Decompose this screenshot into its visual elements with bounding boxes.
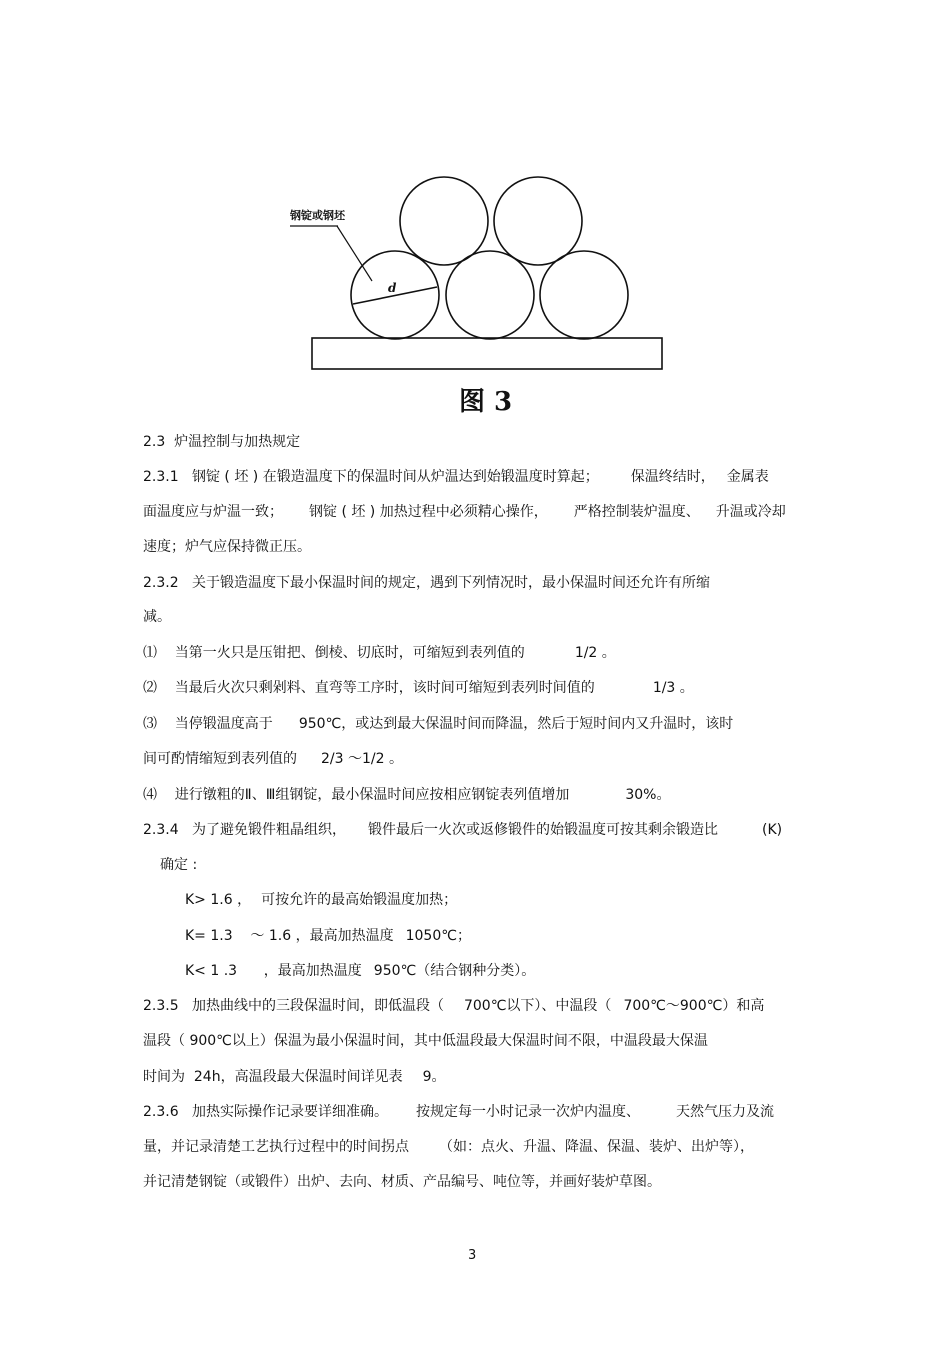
paragraph-2-3-4-line-2: 确定 : bbox=[160, 857, 198, 873]
ingot-circle-bottom-middle bbox=[446, 251, 534, 339]
ingot-circle-bottom-right bbox=[540, 251, 628, 339]
text-span: 金属表 bbox=[726, 469, 769, 485]
text-span: ⑴ 当第一火只是压钳把、倒棱、切底时，可缩短到表列值的 bbox=[143, 645, 525, 661]
text-span: 2.3.5 加热曲线中的三段保温时间，即低温段（ bbox=[143, 998, 444, 1014]
text-span: 950℃（结合钢种分类）。 bbox=[373, 963, 536, 979]
text-span: 天然气压力及流 bbox=[675, 1104, 774, 1120]
text-span: ⑵ 当最后火次只剩剁料、直弯等工序时，该时间可缩短到表列时间值的 bbox=[143, 680, 595, 696]
text-span: ⑷ 进行镦粗的Ⅱ、Ⅲ组钢锭，最小保温时间应按相应钢锭表列值增加 bbox=[143, 787, 570, 803]
text-span: K= 1.3 ～ 1.6 ，最高加热温度 bbox=[185, 928, 394, 944]
list-item-1 bbox=[143, 643, 616, 663]
base-platform bbox=[312, 338, 662, 369]
paragraph-2-3-1-line-3: 速度；炉气应保持微正压。 bbox=[143, 539, 311, 555]
text-span: 保温终结时， bbox=[630, 469, 715, 485]
text-span: ⑶ 当停锻温度高于 bbox=[143, 716, 273, 732]
paragraph-2-3-6-line-3: 并记清楚钢锭（或锻件）出炉、去向、材质、产品编号、吨位等，并画好装炉草图。 bbox=[143, 1174, 661, 1190]
ingot-circle-top-right bbox=[494, 177, 582, 265]
diameter-label: d bbox=[388, 281, 397, 295]
paragraph-2-3-5-line-1 bbox=[143, 996, 764, 1016]
paragraph-2-3-1-line-2 bbox=[143, 502, 786, 522]
text-span: 2/3 ～1/2 。 bbox=[321, 751, 403, 767]
list-item-3-line-1 bbox=[143, 714, 733, 734]
paragraph-2-3-1-line-1 bbox=[143, 467, 769, 487]
paragraph-2-3-6-line-2 bbox=[143, 1137, 754, 1157]
paragraph-2-3-2-line-1: 2.3.2 关于锻造温度下最小保温时间的规定，遇到下列情况时，最小保温时间还允许有所缩 bbox=[143, 575, 710, 591]
text-span: K> 1.6 ， bbox=[185, 892, 252, 908]
text-span: 700℃以下）、中温段（ bbox=[463, 998, 612, 1014]
text-span: 1/3 。 bbox=[652, 680, 694, 696]
callout-label: 钢锭或钢坯 bbox=[290, 209, 345, 222]
k-condition-1 bbox=[185, 890, 457, 910]
text-span: 2.3.6 加热实际操作记录要详细准确。 bbox=[143, 1104, 388, 1120]
text-span: 时间为 24h，高温段最大保温时间详见表 bbox=[143, 1069, 403, 1085]
text-span: 量，并记录清楚工艺执行过程中的时间拐点 bbox=[143, 1139, 409, 1155]
text-span: (K) bbox=[761, 822, 783, 838]
page-number: 3 bbox=[468, 1248, 477, 1263]
paragraph-2-3-4-line-1 bbox=[143, 820, 782, 840]
text-span: 950℃，或达到最大保温时间而降温，然后于短时间内又升温时，该时 bbox=[298, 716, 734, 732]
text-span: 1050℃； bbox=[405, 928, 471, 944]
figure-caption: 图 3 bbox=[459, 387, 513, 417]
text-span: 面温度应与炉温一致； bbox=[143, 504, 283, 520]
paragraph-2-3-5-line-2: 温段（ 900℃以上）保温为最小保温时间，其中低温段最大保温时间不限，中温段最大保温 bbox=[143, 1033, 708, 1049]
text-span: 升温或冷却 bbox=[715, 504, 786, 520]
k-condition-3 bbox=[185, 961, 535, 981]
text-span: 9。 bbox=[422, 1069, 446, 1085]
ingot-circle-top-left bbox=[400, 177, 488, 265]
paragraph-2-3-6-line-1 bbox=[143, 1102, 774, 1122]
text-span: 2.3.4 为了避免锻件粗晶组织， bbox=[143, 822, 346, 838]
ingot-stacking-figure bbox=[0, 0, 950, 425]
text-span: 间可酌情缩短到表列值的 bbox=[143, 751, 297, 767]
list-item-3-line-2 bbox=[143, 749, 403, 769]
k-condition-2 bbox=[185, 926, 471, 946]
text-span: K< 1 .3 ，最高加热温度 bbox=[185, 963, 362, 979]
text-span: 30%。 bbox=[625, 787, 671, 803]
text-span: 可按允许的最高始锻温度加热； bbox=[261, 892, 458, 908]
text-span: 钢锭 ( 坯 ) 加热过程中必须精心操作， bbox=[309, 504, 548, 520]
text-span: 锻件最后一火次或返修锻件的始锻温度可按其剩余锻造比 bbox=[367, 822, 718, 838]
text-span: 2.3.1 钢锭 ( 坯 ) 在锻造温度下的保温时间从炉温达到始锻温度时算起； bbox=[143, 469, 599, 485]
list-item-2 bbox=[143, 678, 694, 698]
text-span: （如：点火、升温、降温、保温、装炉、出炉等）， bbox=[439, 1139, 754, 1155]
text-span: 1/2 。 bbox=[574, 645, 616, 661]
text-span: 严格控制装炉温度、 bbox=[573, 504, 700, 520]
text-span: 700℃～900℃）和高 bbox=[623, 998, 765, 1014]
callout-leader-line bbox=[337, 226, 372, 281]
text-span: 按规定每一小时记录一次炉内温度、 bbox=[415, 1104, 640, 1120]
section-heading: 2.3 炉温控制与加热规定 bbox=[143, 434, 301, 450]
list-item-4 bbox=[143, 785, 670, 805]
paragraph-2-3-5-line-3 bbox=[143, 1067, 446, 1087]
paragraph-2-3-2-line-2: 减。 bbox=[143, 609, 171, 625]
